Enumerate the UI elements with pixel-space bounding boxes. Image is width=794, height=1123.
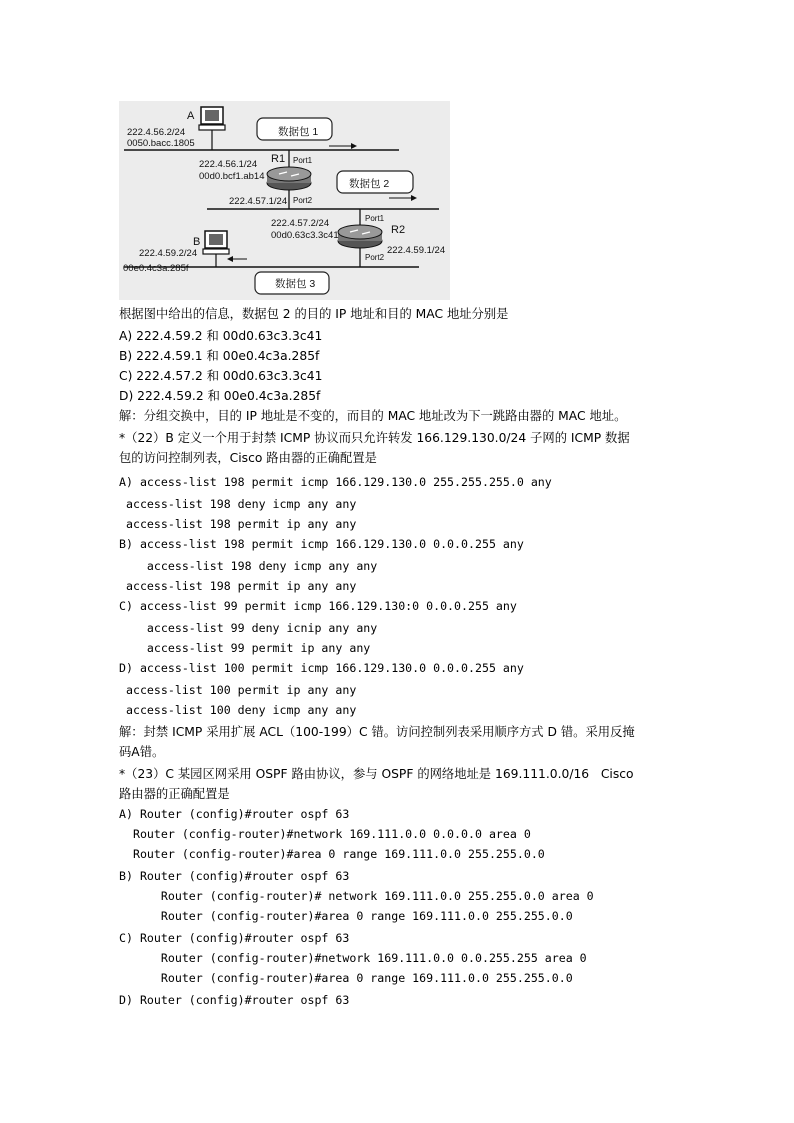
text-line: Router (config-router)#area 0 range 169.111.0.0 255.255.0.0 xyxy=(119,909,573,923)
text-line: 解：封禁 ICMP 采用扩展 ACL（100-199）C 错。访问控制列表采用顺序方式 D 错。采用反掩 xyxy=(119,725,635,739)
text-line: Router (config-router)#area 0 range 169.111.0.0 255.255.0.0 xyxy=(119,971,573,985)
text-line: A) 222.4.59.2 和 00d0.63c3.3c41 xyxy=(119,329,323,343)
text-line: access-list 100 deny icmp any any xyxy=(119,703,357,717)
text-line: Router (config-router)#area 0 range 169.111.0.0 255.255.0.0 xyxy=(119,847,545,861)
text-line: Router (config-router)#network 169.111.0.0 0.0.0.0 area 0 xyxy=(119,827,531,841)
text-line: D) 222.4.59.2 和 00e0.4c3a.285f xyxy=(119,389,321,403)
text-line: B) 222.4.59.1 和 00e0.4c3a.285f xyxy=(119,349,320,363)
text-line: 解：分组交换中，目的 IP 地址是不变的，而目的 MAC 地址改为下一跳路由器的 MAC 地址。 xyxy=(119,409,627,423)
host-b-computer-icon xyxy=(203,231,229,267)
text-line: access-list 99 permit ip any any xyxy=(119,641,371,655)
r2-port2-ip: 222.4.59.1/24 xyxy=(387,245,446,256)
host-b-ip: 222.4.59.2/24 xyxy=(139,248,198,259)
text-line: access-list 198 deny icmp any any xyxy=(119,497,357,511)
text-line: Router (config-router)# network 169.111.0.0 255.255.0.0 area 0 xyxy=(119,889,594,903)
text-line: access-list 198 permit ip any any xyxy=(119,517,357,531)
r1-ip: 222.4.56.1/24 xyxy=(199,159,258,170)
r2-label: R2 xyxy=(391,224,406,236)
text-line: D) Router (config)#router ospf 63 xyxy=(119,993,350,1007)
host-a-mac: 0050.bacc.1805 xyxy=(127,138,195,149)
text-line: 路由器的正确配置是 xyxy=(119,787,230,801)
text-line: 码A错。 xyxy=(119,745,165,759)
r2-port1: Port1 xyxy=(365,214,385,223)
packet-2-arrow-icon xyxy=(389,195,417,201)
text-line: C) 222.4.57.2 和 00d0.63c3.3c41 xyxy=(119,369,323,383)
host-a-label: A xyxy=(187,110,195,122)
packet-3-label: 数据包 3 xyxy=(275,278,316,290)
text-line: Router (config-router)#network 169.111.0.0 0.0.255.255 area 0 xyxy=(119,951,587,965)
text-line: 根据图中给出的信息，数据包 2 的目的 IP 地址和目的 MAC 地址分别是 xyxy=(119,307,509,321)
text-line: C) access-list 99 permit icmp 166.129.130:0 0.0.0.255 any xyxy=(119,599,517,613)
r1-mac: 00d0.bcf1.ab14 xyxy=(199,171,265,182)
text-line: A) access-list 198 permit icmp 166.129.130.0 255.255.255.0 any xyxy=(119,475,552,489)
r1-label: R1 xyxy=(271,153,286,165)
packet-1-label: 数据包 1 xyxy=(278,126,319,138)
network-diagram xyxy=(119,101,450,300)
host-b-mac: 00e0.4c3a.285f xyxy=(123,263,189,274)
text-line: access-list 198 deny icmp any any xyxy=(119,559,378,573)
text-line: A) Router (config)#router ospf 63 xyxy=(119,807,350,821)
host-a-computer-icon xyxy=(199,107,225,150)
text-line: *（22）B 定义一个用于封禁 ICMP 协议而只允许转发 166.129.130.0/24 子网的 ICMP 数据 xyxy=(119,431,630,445)
host-b-label: B xyxy=(193,236,201,248)
text-line: access-list 198 permit ip any any xyxy=(119,579,357,593)
text-line: B) access-list 198 permit icmp 166.129.130.0 0.0.0.255 any xyxy=(119,537,524,551)
r2-mac: 00d0.63c3.3c41 xyxy=(271,230,339,241)
r2-ip: 222.4.57.2/24 xyxy=(271,218,330,229)
text-line: access-list 99 deny icnip any any xyxy=(119,621,378,635)
text-line: access-list 100 permit ip any any xyxy=(119,683,357,697)
packet-3-arrow-icon xyxy=(227,256,247,262)
network-diagram-svg xyxy=(119,101,450,300)
r1-port2-ip: 222.4.57.1/24 xyxy=(229,196,288,207)
text-line: *（23）C 某园区网采用 OSPF 路由协议，参与 OSPF 的网络地址是 169.111.0.0/16 Cisco xyxy=(119,767,634,781)
text-line: B) Router (config)#router ospf 63 xyxy=(119,869,350,883)
text-line: D) access-list 100 permit icmp 166.129.130.0 0.0.0.255 any xyxy=(119,661,524,675)
r2-port2: Port2 xyxy=(365,253,385,262)
host-a-ip: 222.4.56.2/24 xyxy=(127,127,186,138)
text-line: 包的访问控制列表，Cisco 路由器的正确配置是 xyxy=(119,451,377,465)
text-line: C) Router (config)#router ospf 63 xyxy=(119,931,350,945)
packet-2-label: 数据包 2 xyxy=(349,178,390,190)
r1-port1: Port1 xyxy=(293,156,313,165)
packet-1-arrow-icon xyxy=(329,143,357,149)
r1-port2: Port2 xyxy=(293,196,313,205)
